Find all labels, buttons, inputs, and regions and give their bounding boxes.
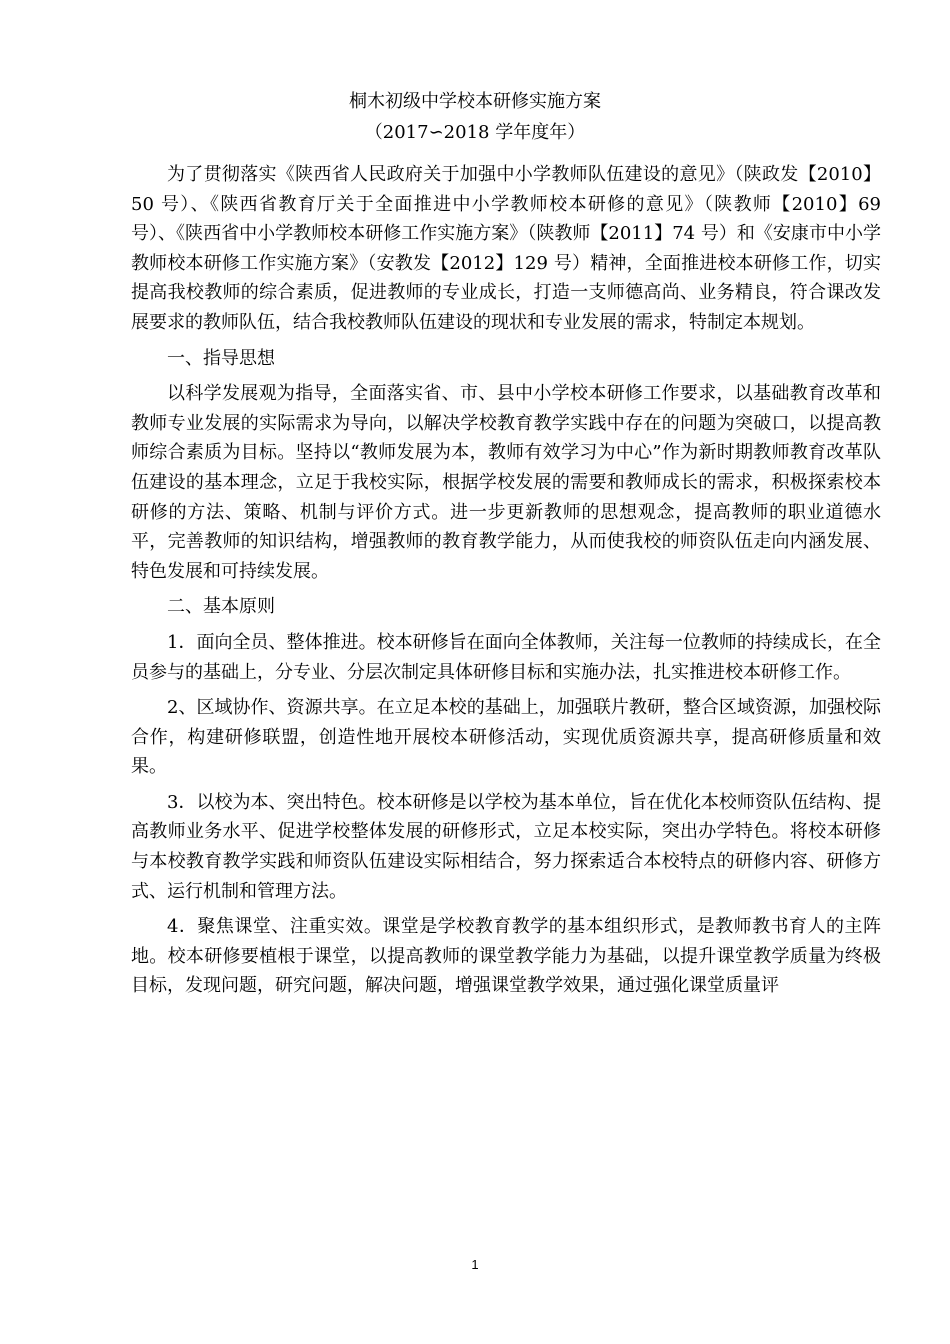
principle-3-paragraph: 3．以校为本、突出特色。校本研修是以学校为基本单位，旨在优化本校师资队伍结构、提高教师业务水平、促进学校整体发展的研修形式，立足本校实际，突出办学特色。将校本研修与本校教育教学实践和师资队伍建设实际相结合，努力探索适合本校特点的研修内容、研修方式、运行机制和管理方法。 — [131, 791, 881, 902]
intro-paragraph: 为了贯彻落实《陕西省人民政府关于加强中小学教师队伍建设的意见》（陕政发【2010】50 号）、《陕西省教育厅关于全面推进中小学教师校本研修的意见》（陕教师【2010】69 号）、《陕西省中小学教师校本研修工作实施方案》（陕教师【2011】74 号）和《安康市中小学教师校本研修工作实施方案》（安教发【2012】129 号）精神，全面推进校本研修工作，切实提高我校教师的综合素质，促进教师的专业成长，打造一支师德高尚、业务精良，符合课改发展要求的教师队伍，结合我校教师队伍建设的现状和专业发展的需求，特制定本规划。 — [131, 164, 881, 333]
section-heading-basic-principles: 二、基本原则 — [167, 596, 275, 618]
principle-1-paragraph: 1．面向全员、整体推进。校本研修旨在面向全体教师，关注每一位教师的持续成长，在全员参与的基础上，分专业、分层次制定具体研修目标和实施办法，扎实推进校本研修工作。 — [131, 631, 881, 683]
document-subtitle: （2017∽2018 学年度年） — [364, 122, 586, 143]
principle-4-paragraph: 4．聚焦课堂、注重实效。课堂是学校教育教学的基本组织形式，是教师教书育人的主阵地。校本研修要植根于课堂，以提高教师的课堂教学能力为基础，以提升课堂教学质量为终极目标，发现问题，研究问题，解决问题，增强课堂教学效果，通过强化课堂质量评 — [131, 916, 881, 997]
guiding-ideology-paragraph: 以科学发展观为指导，全面落实省、市、县中小学校本研修工作要求，以基础教育改革和教师专业发展的实际需求为导向，以解决学校教育教学实践中存在的问题为突破口，以提高教师综合素质为目标。坚持以“教师发展为本，教师有效学习为中心”作为新时期教师教育改革队伍建设的基本理念，立足于我校实际，根据学校发展的需要和教师成长的需求，积极探索校本研修的方法、策略、机制与评价方式。进一步更新教师的思想观念，提高教师的职业道德水平，完善教师的知识结构，增强教师的教育教学能力，从而使我校的师资队伍走向内涵发展、特色发展和可持续发展。 — [131, 383, 881, 582]
page-number: 1 — [471, 1257, 479, 1272]
document-title: 桐木初级中学校本研修实施方案 — [349, 91, 601, 112]
document-body — [131, 160, 881, 1001]
section-heading-guiding-ideology: 一、指导思想 — [167, 347, 275, 369]
principle-2-paragraph: 2、区域协作、资源共享。在立足本校的基础上，加强联片教研，整合区域资源，加强校际合作，构建研修联盟，创造性地开展校本研修活动，实现优质资源共享，提高研修质量和效果。 — [131, 697, 881, 778]
